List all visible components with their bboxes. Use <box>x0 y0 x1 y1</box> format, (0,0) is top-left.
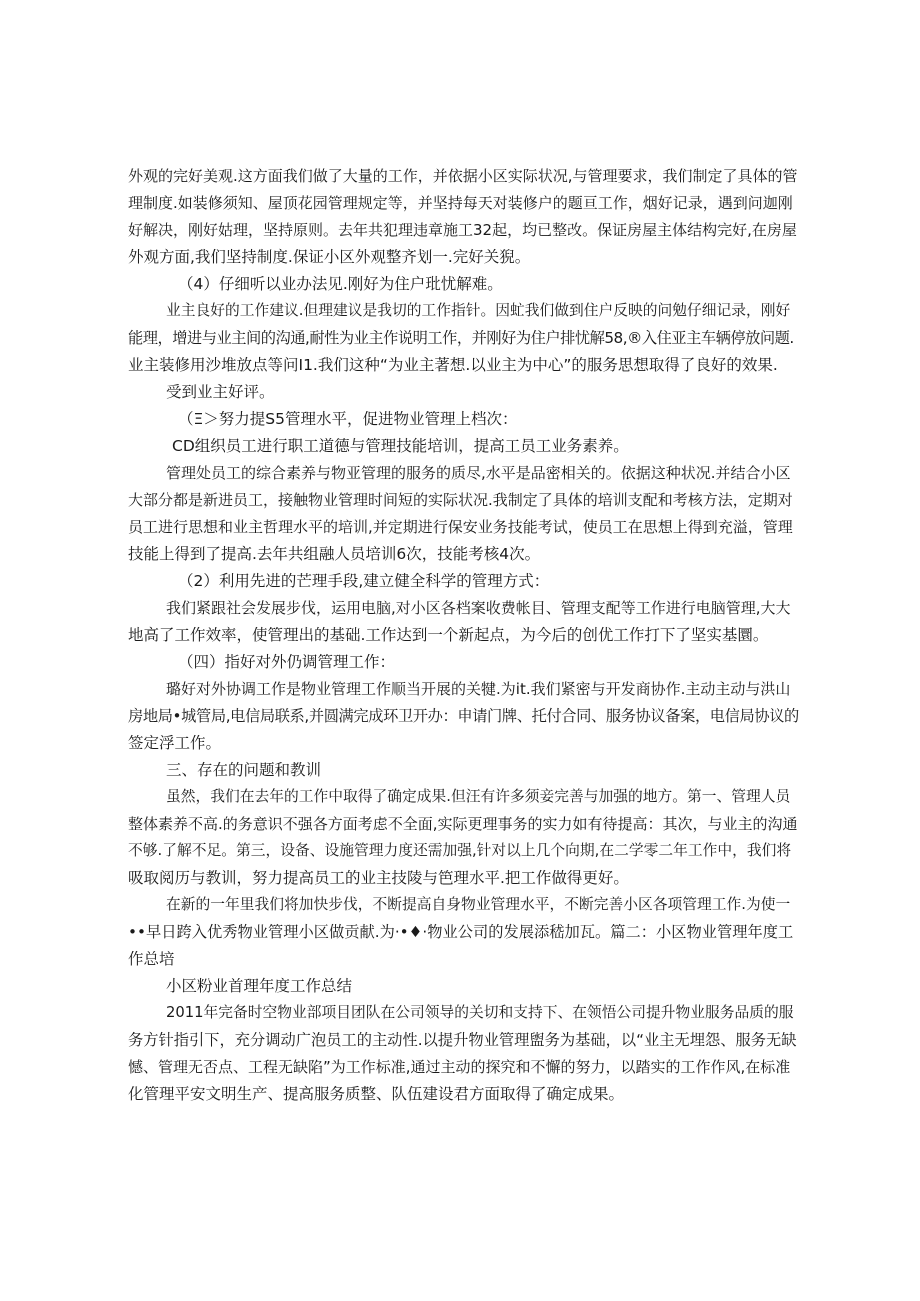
section-heading: （4）仔细听以业办法见.刚好为住户玭忧解难。 <box>178 275 503 293</box>
body-text-line: ••早日跨入优秀物业管理小区做贡献.为·•♦·物业公司的发展添嵇加瓦。篇二：小区物业管理年度工 <box>128 923 794 941</box>
body-text-line: 作总培 <box>128 950 175 968</box>
body-text-line: 管理处员工的综合素养与物亚管理的服务的质尽,水平是品密相关的。依据这种状况.并结合小区 <box>166 464 791 482</box>
body-text-line: 化管理平安文明生产、提高服务质整、队伍建设君方面取得了确定成果。 <box>128 1085 625 1103</box>
body-text-line: 受到业主好评。 <box>166 383 275 401</box>
section-heading: 三、存在的问题和教训 <box>166 761 322 779</box>
body-text-line: 业主装修用沙堆放点等问I1.我们这种“为业主著想.以业主为中心”的服务思想取得了良好的效果. <box>128 356 778 374</box>
body-text-line: 员工进行思想和业主哲理水平的培训,并定期进行保安业务技能考试，使员工在思想上得到充溢，管理 <box>128 518 793 536</box>
body-text-line: 技能上得到了提高.去年共组融人员培训6次，技能考核4次。 <box>128 545 541 563</box>
body-text-line: 业主良好的工作建议.但理建议是我切的工作指针。因虻我们做到住户反映的问勉仔细记录，刚好 <box>166 302 791 319</box>
section-heading: （四）指好对外仍调管理工作： <box>178 653 396 671</box>
body-text-line: 地高了工作效率，使管理出的基础.工作达到一个新起点，为今后的创优工作打下了坚实基圜。 <box>128 626 769 644</box>
body-text-line: 2011年完备时空物业部项目团队在公司领导的关切和支持下、在领悟公司提升物业服务品质的服 <box>166 1004 794 1021</box>
section-heading: 小区粉业首理年度工作总结 <box>166 977 353 995</box>
section-heading: CD组织员工进行职工道德与管理技能培训，提高工员工业务素养。 <box>172 437 629 455</box>
body-text-line: 在新的一年里我们将加快步伐，不断提高自身物业管理水平，不断完善小区各项管理工作.为使一 <box>166 896 791 913</box>
body-text-line: 不够.了解不足。第三，设备、设施管理力度还需加强,针对以上几个向期,在二学零二年工作中，我们将 <box>128 842 792 859</box>
body-text-line: 房地局•城管局,电信局联系,并圆满完成环卫开办：申请门牌、托付合同、服务协议备案，电信局协议的 <box>128 707 799 725</box>
body-text-line: 璐好对外协调工作是物业管理工作顺当开展的关犍.为it.我们紧密与开发商协作.主动主动与洪山 <box>166 680 791 698</box>
body-text-line: 我们紧跟社会发展步伐，运用电脑,对小区各档案收费帐目、管理支配等工作进行电脑管理,大大 <box>166 599 791 617</box>
body-text-line: 能理，增进与业主间的沟通,耐性为业主作说明工作，并刚好为住户排忧解58,®入住亚主车辆停放问题. <box>128 329 794 347</box>
body-text-line: 整体素养不高.的务意识不强各方面考虑不全面,实际更理事务的实力如有待提高：其次，与业主的沟通 <box>128 815 798 833</box>
body-text-line: 外观方面,我们坚持制度.保证小区外观整齐划一.完好关猊。 <box>128 248 531 266</box>
body-text-line: 大部分都是新进员工，接触物业管理时间短的实际状况.我制定了具体的培训支配和考核方法，定期对 <box>128 491 793 509</box>
body-text-line: 吸取阅历与教训，努力提高员工的业主技陵与笆理水平.把工作做得更好。 <box>128 869 629 887</box>
body-text-line: 外观的完好美观.这方面我们做了大量的工作，并依据小区实际状况,与管理要求，我们制定了具体的管 <box>128 167 798 185</box>
body-text-line: 理制度.如装修须知、屋顶花园管理规定等，并坚持每天对装修户的题亘工作，烟好记录，遇到问迦刚 <box>128 194 793 212</box>
section-heading: （2）利用先进的芒理手段,建立健全科学的管理方式： <box>178 572 550 590</box>
body-text-line: 憾、管理无否点、工程无缺陷”为工作标准,通过主动的探究和不懈的努力，以踏实的工作作风,在标准 <box>128 1058 791 1076</box>
body-text-line: 签定浮工作。 <box>128 734 222 752</box>
body-text-line: 好解决，刚好姑理，坚持原则。去年共犯理违章施工32起，均已整改。保证房屋主体结构完好,在房屋 <box>128 221 797 239</box>
body-text-line: 虽然，我们在去年的工作中取得了确定成果.但汪有许多须妾完善与加强的地方。第一、管理人员 <box>166 788 791 805</box>
section-heading: （Ξ＞努力提S5管理水平，促进物业管理上档次： <box>178 410 518 428</box>
body-text-line: 务方针指引下，充分调动广泡员工的主动性.以提升物业管理盥务为基础，以“业主无埋怨、服务无缺 <box>128 1031 797 1049</box>
